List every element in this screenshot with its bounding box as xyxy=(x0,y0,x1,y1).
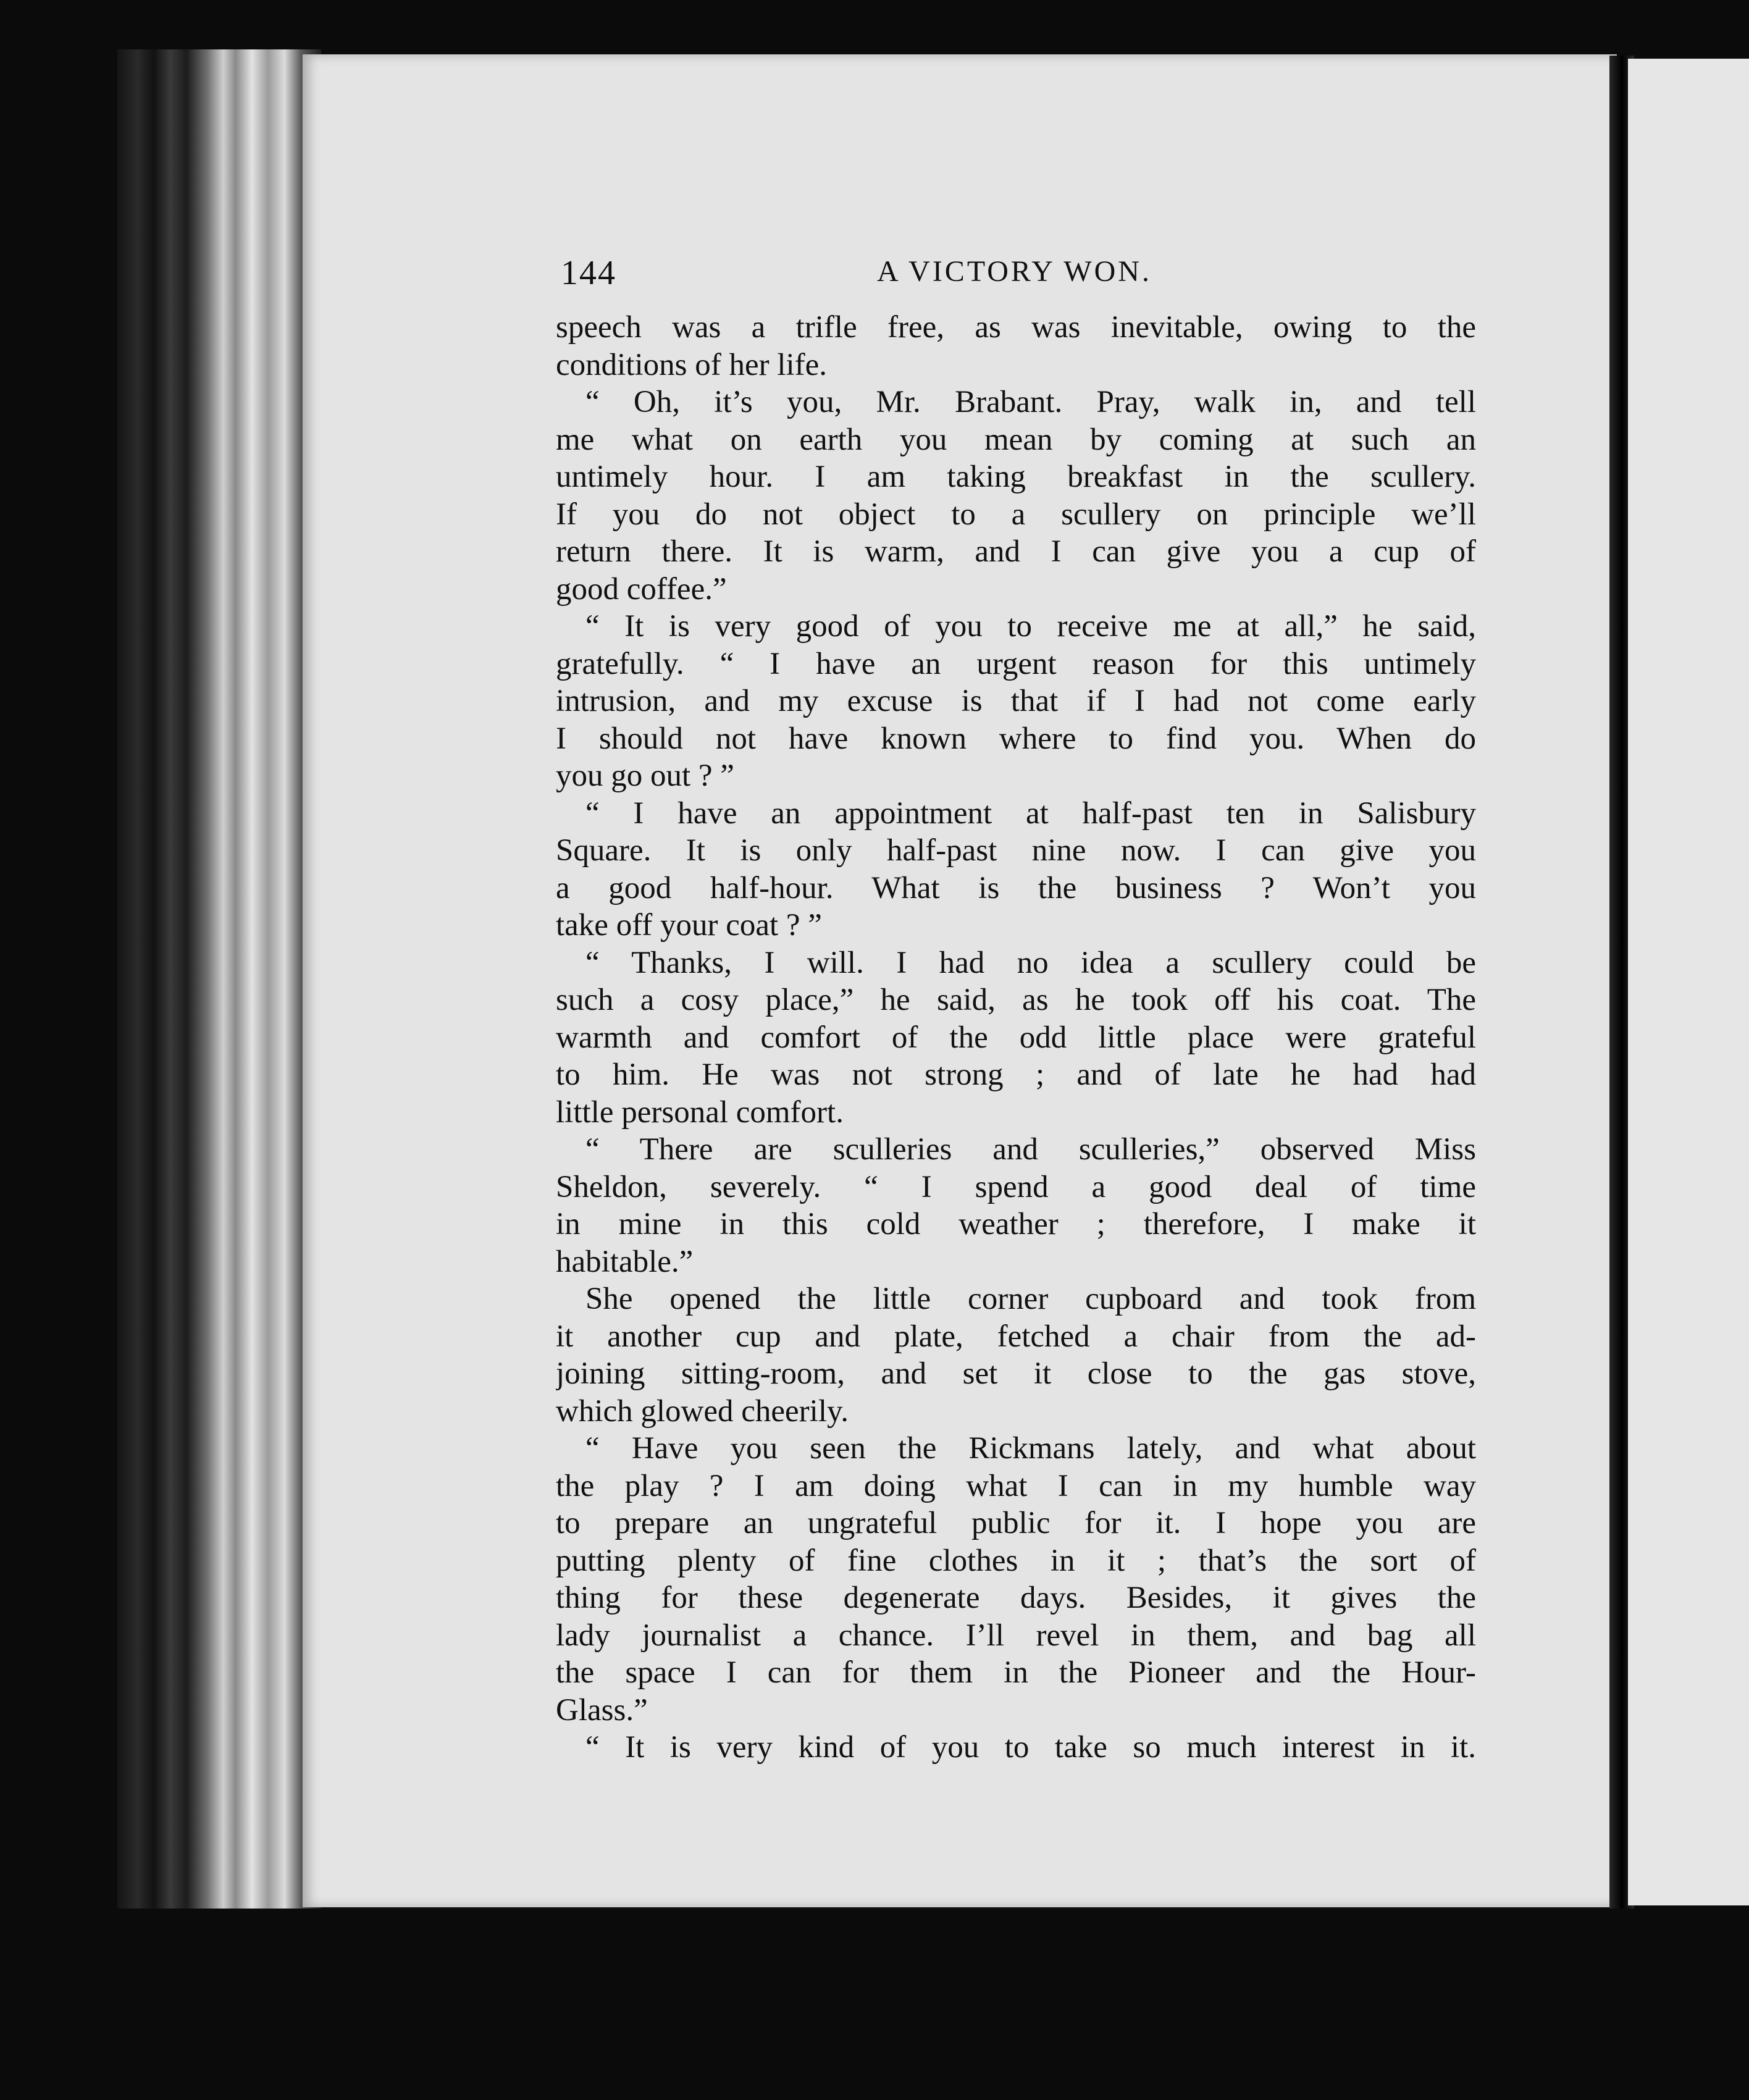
text-line: such a cosy place,” he said, as he took off his coat. The xyxy=(556,983,1476,1017)
text-line: take off your coat ? ” xyxy=(556,908,822,943)
text-line: “ It is very good of you to receive me at all,” he said, xyxy=(585,609,1476,644)
text-line: me what on earth you mean by coming at such an xyxy=(556,422,1476,457)
text-line: you go out ? ” xyxy=(556,758,734,793)
text-line: which glowed cheerily. xyxy=(556,1393,849,1429)
text-line: Square. It is only half-past nine now. I can give you xyxy=(556,833,1476,868)
text-line: Sheldon, severely. “ I spend a good deal of time xyxy=(556,1169,1476,1204)
text-line: “ Oh, it’s you, Mr. Brabant. Pray, walk in, and tell xyxy=(585,385,1476,419)
text-line: putting plenty of fine clothes in it ; that’s the sort of xyxy=(556,1543,1476,1578)
text-line: lady journalist a chance. I’ll revel in them, and bag all xyxy=(556,1618,1476,1653)
text-line: warmth and comfort of the odd little place were grateful xyxy=(556,1020,1476,1055)
book-spine-edges xyxy=(117,49,321,1909)
text-line: little personal comfort. xyxy=(556,1094,844,1130)
text-line: habitable.” xyxy=(556,1244,694,1279)
text-line: “ Thanks, I will. I had no idea a scullery could be xyxy=(585,945,1476,980)
text-line: If you do not object to a scullery on principle we’ll xyxy=(556,497,1476,532)
text-line: “ There are sculleries and sculleries,” observed Miss xyxy=(585,1132,1476,1167)
page-text-block xyxy=(556,241,1476,1766)
text-line: to prepare an ungrateful public for it. I hope you are xyxy=(556,1506,1476,1540)
text-line: a good half-hour. What is the business ? Won’t you xyxy=(556,870,1476,905)
text-line: it another cup and plate, fetched a chair from the ad- xyxy=(556,1319,1476,1354)
text-line: “ It is very kind of you to take so much interest in it. xyxy=(585,1730,1476,1765)
text-line: speech was a trifle free, as was inevitable, owing to the xyxy=(556,310,1476,345)
text-line: Glass.” xyxy=(556,1692,648,1728)
text-line: return there. It is warm, and I can give you a cup of xyxy=(556,534,1476,569)
text-line: thing for these degenerate days. Besides, it gives the xyxy=(556,1581,1476,1615)
text-line: intrusion, and my excuse is that if I had not come early xyxy=(556,684,1476,718)
text-line: in mine in this cold weather ; therefore, I make it xyxy=(556,1207,1476,1241)
text-line: She opened the little corner cupboard and took from xyxy=(585,1282,1476,1316)
text-line: conditions of her life. xyxy=(556,347,828,382)
text-line: I should not have known where to find you. When do xyxy=(556,721,1476,756)
text-line: “ I have an appointment at half-past ten in Salisbury xyxy=(585,796,1476,831)
body-text xyxy=(556,309,1476,1766)
running-head xyxy=(556,241,1476,309)
text-line: untimely hour. I am taking breakfast in the scullery. xyxy=(556,460,1476,494)
text-line: “ Have you seen the Rickmans lately, and what about xyxy=(585,1431,1476,1466)
page-number: 144 xyxy=(561,254,616,292)
text-line: to him. He was not strong ; and of late he had had xyxy=(556,1057,1476,1092)
running-title: A VICTORY WON. xyxy=(877,255,1152,288)
text-line: the space I can for them in the Pioneer and the Hour- xyxy=(556,1655,1476,1690)
facing-page-edge xyxy=(1628,59,1749,1905)
text-line: good coffee.” xyxy=(556,571,727,607)
text-line: the play ? I am doing what I can in my humble way xyxy=(556,1468,1476,1503)
text-line: gratefully. “ I have an urgent reason for this untimely xyxy=(556,646,1476,681)
text-line: joining sitting-room, and set it close to the gas stove, xyxy=(556,1356,1476,1391)
